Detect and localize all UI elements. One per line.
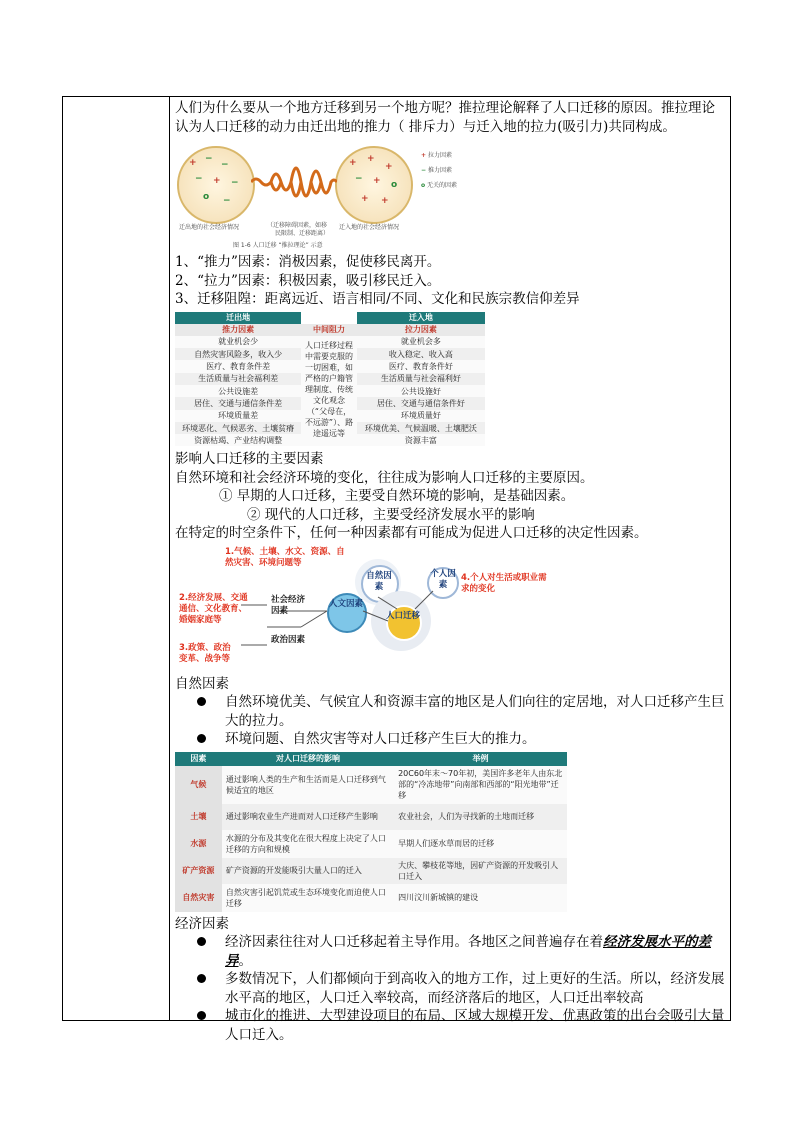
main-factors-title: 影响人口迁移的主要因素 <box>175 451 324 468</box>
natural-bullet-2: 环境问题、自然灾害等对人口迁移产生巨大的推力。 <box>175 730 727 749</box>
migration-label: 人口迁移 <box>386 610 421 621</box>
plus-icon: + <box>189 158 197 168</box>
zero-icon: o <box>203 192 210 202</box>
main-cell <box>175 99 727 1044</box>
table-row: 自然灾害 自然灾害引起饥荒或生态环境变化而迫使人口迁移 四川汶川新城镇的建设 <box>175 884 567 912</box>
origin-label: 迁出地的社会经济情况 <box>179 224 240 231</box>
social-examples: 2.经济发展、交通通信、文化教育、婚姻家庭等 <box>179 592 248 625</box>
left-column <box>63 97 170 1020</box>
social-label: 社会经济因素 <box>271 594 306 616</box>
bullet-icon <box>197 1011 206 1020</box>
minus-icon: − <box>355 174 363 184</box>
figure-caption: 图 1-6 人口迁移 “推拉理论” 示意 <box>233 242 323 249</box>
point-3: 3、迁移阻隍：距离远近、语言相同/不同、文化和民族宗教信仰差异 <box>175 291 580 307</box>
main-factors-item1: ① 早期的人口迁移，主要受自然环境的影响，是基础因素。 <box>219 488 575 505</box>
natural-label: 自然因素 <box>366 570 392 592</box>
table-row: 矿产资源 矿产资源的开发能吸引大量人口的迁入 大庆、攀枝花等地，因矿产资源的开发吸引人口迁入 <box>175 858 567 884</box>
economic-bullet-2: 多数情况下，人们都倾向于到高收入的地方工作，过上更好的生活。所以，经济发展水平高的地区，人口迁入率较高，而经济落后的地区，人口迁出率较高 <box>175 970 727 1007</box>
content-table <box>62 96 731 1043</box>
plus-icon: + <box>381 196 389 206</box>
minus-icon: − <box>223 196 231 206</box>
point-1: 1、“推力”因素：消极因素，促使移民离开。 <box>175 254 441 270</box>
main-factors-line2: 在特定的时空条件下，任何一种因素都有可能成为促进人口迁移的决定性因素。 <box>175 525 648 542</box>
minus-icon: − <box>205 154 213 164</box>
zero-icon: o <box>391 180 398 190</box>
political-label: 政治因素 <box>271 634 306 645</box>
intro-paragraph: 人们为什么要从一个地方迁移到另一个地方呢？推拉理论解释了人口迁移的原因。推拉理论认为人口迁移的动力由迁出地的推力（ 排斥力）与迁入地的拉力(吸引力)共同构成。 <box>175 100 715 135</box>
political-examples: 3.政策、政治变革、战争等 <box>179 642 231 664</box>
plus-icon: + <box>421 152 427 159</box>
zero-icon: o <box>421 182 426 189</box>
minus-icon: − <box>421 167 427 174</box>
bullet-icon <box>197 734 206 743</box>
natural-factors-table: 因素 对人口迁移的影响 举例 气候 通过影响人类的生产和生活而是人口迁移到气候适宜的地区 20C60年末～70年初，美国许多老年人由东北部的“冷冻地带”向南部和西部的“阳光地带”迁移 土壤 通过影响农业生产进而对人口迁移产生影响 农业社会，人们为寻找新的土地而迁移 水源 水源的分布及其变化在很大程度上决定了人口迁移的方向和规模 早期人们逐水草而居的迁移 矿产资源 矿产资源的开发能吸引大量人口的迁入 大庆、攀枝花等地，因矿产资源的开发吸引人口迁入 自然灾害 自然灾害引起饥荒或生态环境变化而迫使人口迁移 四川汶川新城镇的建设 <box>175 752 567 912</box>
natural-bullet-1: 自然环境优美、气候宜人和资源丰富的地区是人们向往的定居地，对人口迁移产生巨大的拉力。 <box>175 693 727 730</box>
plus-icon: + <box>385 162 393 172</box>
barrier-wave <box>251 150 337 214</box>
minus-icon: − <box>231 178 239 188</box>
push-pull-figure <box>175 144 475 237</box>
figure-legend: + 拉力因素 − 推力因素 o 无关的因素 <box>421 152 458 189</box>
minus-icon: − <box>221 160 229 170</box>
plus-icon: + <box>367 154 375 164</box>
economic-bullet-3: 城市化的推进、大型建设项目的布局、区域大规模开发、优惠政策的出台会吸引大量人口迁入。 <box>175 1007 727 1044</box>
natural-section-title: 自然因素 <box>175 675 229 692</box>
plus-icon: + <box>373 176 381 186</box>
bullet-icon <box>197 937 206 946</box>
economic-bullet-1: 经济因素往往对人口迁移起着主导作用。各地区之间普遍存在着经济发展水平的差异。 <box>175 933 727 970</box>
natural-examples: 1.气候、土壤、水文、资源、自然灾害、环境问题等 <box>225 546 345 568</box>
personal-examples: 4.个人对生活或职业需求的变化 <box>461 572 547 594</box>
economic-section-title: 经济因素 <box>175 915 229 932</box>
table-row: 土壤 通过影响农业生产进而对人口迁移产生影响 农业社会，人们为寻找新的土地而迁移 <box>175 804 567 830</box>
table-row: 气候 通过影响人类的生产和生活而是人口迁移到气候适宜的地区 20C60年末～70年初，美国许多老年人由东北部的“冷冻地带”向南部和西部的“阳光地带”迁移 <box>175 766 567 804</box>
table-row: 水源 水源的分布及其变化在很大程度上决定了人口迁移的方向和规模 早期人们逐水草而居的迁移 <box>175 830 567 858</box>
minus-icon: − <box>195 174 203 184</box>
main-factors-item2: ② 现代的人口迁移，主要受经济发展水平的影响 <box>247 506 535 523</box>
bullet-icon <box>197 697 206 706</box>
point-2: 2、“拉力”因素：积极因素，吸引移民迁入。 <box>175 272 441 289</box>
barrier-label-2: 民限制、迁移距离） <box>275 230 330 237</box>
destination-label: 迁入地的社会经济情况 <box>339 224 400 231</box>
middle-resistance: 人口迁移过程中需要克服的一切困难，如严格的户籍管理制度、传统文化观念（“父母在，不远游”）、路途遥远等 <box>301 336 356 447</box>
emphasis-text: 经济发展水平的差异 <box>225 934 711 969</box>
bullet-icon <box>197 974 206 983</box>
plus-icon: + <box>361 194 369 204</box>
plus-icon: + <box>213 176 221 186</box>
main-factors-line1: 自然环境和社会经济环境的变化，往往成为影响人口迁移的主要原因。 <box>175 469 594 486</box>
barrier-label-1: （迁移障碍因素，如移 <box>267 222 328 229</box>
factors-figure <box>175 545 547 673</box>
plus-icon: + <box>349 158 357 168</box>
human-label: 人文因素 <box>329 598 364 609</box>
push-pull-table: 迁出地 迁入地 推力因素 中间阻力 拉力因素 就业机会少 人口迁移过程中需要克服的一切困难，如严格的户籍管理制度、传统文化观念（“父母在，不远游”）、路途遥远等 就业机会多 自然灾害风险多，收入少 收入稳定、收入高 医疗、教育条件差 医疗、教育条件好 生活质量与社会福利差 生活质量与社会福利好 公共设施差 公共设施好 居住、交通与通信条件差 居住、交通与通信条件好 环境质量差 环境质量好 环境恶化、气候恶劣、土壤贫瘠 环境优美、气候温暖、土壤肥沃 资源枯竭、产业结构调整 资源丰富 <box>175 312 485 447</box>
personal-label: 个人因素 <box>430 568 456 590</box>
